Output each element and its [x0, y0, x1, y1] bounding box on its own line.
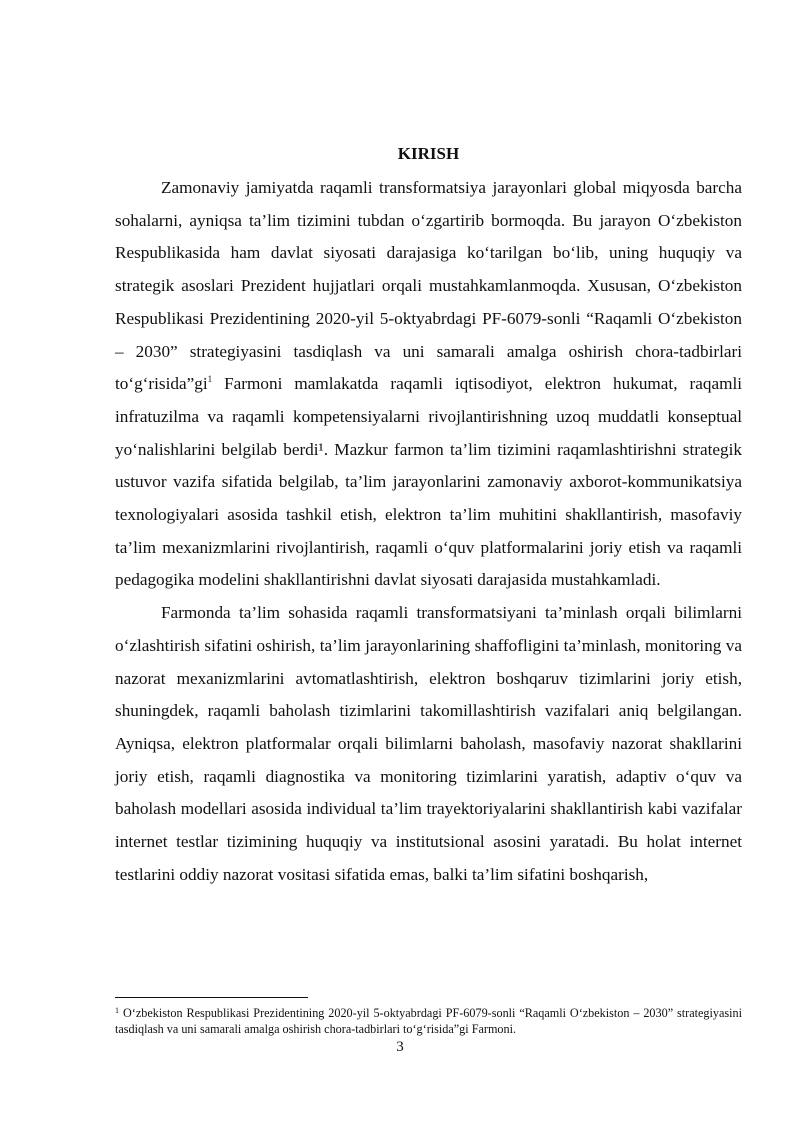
footnote-separator [115, 997, 308, 998]
footnote-reference[interactable]: 1 [207, 374, 213, 385]
paragraph-1 [115, 172, 742, 597]
footnote-mark: 1 [115, 1006, 119, 1015]
page-number: 3 [396, 1039, 404, 1055]
body-text [115, 172, 742, 891]
footnote-text: O‘zbekiston Respublikasi Prezidentining 2020-yil 5-oktyabrdagi PF-6079-sonli “Raqamli O‘zbekiston – 2030” strategiyasini tasdiqlash va uni samarali amalga oshirish chora-tadbirlari to‘g‘risida”gi Farmoni. [115, 1006, 742, 1036]
paragraph-2: Farmonda ta’lim sohasida raqamli transformatsiyani ta’minlash orqali bilimlarni o‘zlashtirish sifatini oshirish, ta’lim jarayonlarining shaffofligini ta’minlash, monitoring va nazorat mexanizmlarini avtomatlashtirish, elektron boshqaruv tizimlarini joriy etish, shuningdek, raqamli baholash tizimlarini takomillashtirish vazifalari aniq belgilangan. Ayniqsa, elektron platformalar orqali bilimlarni baholash, masofaviy nazorat shakllarini joriy etish, raqamli diagnostika va monitoring tizimlarini yaratish, adaptiv o‘quv va baholash modellari asosida individual ta’lim trayektoriyalarini shakllantirish kabi vazifalar internet testlar tizimining huquqiy va institutsional asosini yaratadi. Bu holat internet testlarini oddiy nazorat vositasi sifatida emas, balki ta’lim sifatini boshqarish, [115, 603, 742, 884]
paragraph-1-text-after: Farmoni mamlakatda raqamli iqtisodiyot, elektron hukumat, raqamli infratuzilma va raqamli kompetensiyalarni rivojlantirishning uzoq muddatli konseptual yo‘nalishlarini belgilab berdi¹. Mazkur farmon ta’lim tizimini raqamlashtirishni strategik ustuvor vazifa sifatida belgilab, ta’lim jarayonlarini zamonaviy axborot-kommunikatsiya texnologiyalari asosida tashkil etish, elektron ta’lim muhitini shakllantirish, masofaviy ta’lim mexanizmlarini rivojlantirish, raqamli o‘quv platformalarini joriy etish va raqamli pedagogika modelini shakllantirishni davlat siyosati darajasida mustahkamladi. [115, 374, 742, 590]
footnote [115, 1005, 742, 1037]
paragraph-1-text-before: Zamonaviy jamiyatda raqamli transformatsiya jarayonlari global miqyosda barcha sohalarni, ayniqsa ta’lim tizimini tubdan o‘zgartirib bormoqda. Bu jarayon O‘zbekiston Respublikasida ham davlat siyosati darajasiga ko‘tarilgan bo‘lib, uning huquqiy va strategik asoslari Prezident hujjatlari orqali mustahkamlanmoqda. Xususan, O‘zbekiston Respublikasi Prezidentining 2020-yil 5-oktyabrdagi PF-6079-sonli “Raqamli O‘zbekiston – 2030” strategiyasini tasdiqlash va uni samarali amalga oshirish chora-tadbirlari to‘g‘risida”gi [115, 178, 742, 394]
section-heading: KIRISH [397, 144, 460, 163]
